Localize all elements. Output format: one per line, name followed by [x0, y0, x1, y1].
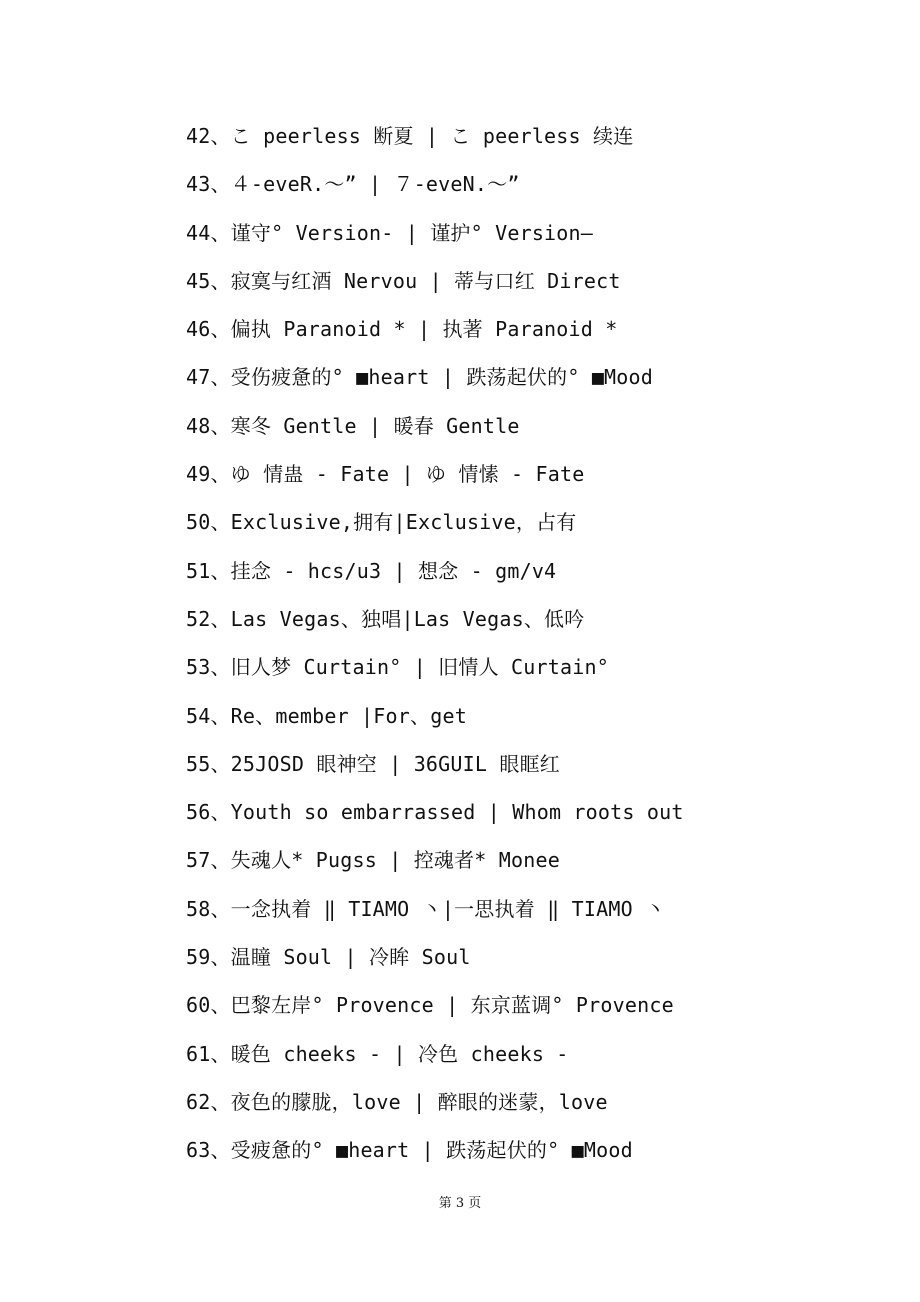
- list-item: 58、一念执着 ‖ TIAMO 丶|一思执着 ‖ TIAMO 丶: [186, 896, 666, 921]
- list-item: 57、失魂人* Pugss | 控魂者* Monee: [186, 848, 560, 873]
- list-item: 43、４-eveR.～” | ７-eveN.～”: [186, 172, 520, 197]
- nickname-list: [186, 120, 866, 1183]
- list-item: 48、寒冬 Gentle | 暖春 Gentle: [186, 413, 520, 438]
- list-item: 55、25JOSD 眼神空 | 36GUIL 眼眶红: [186, 751, 560, 776]
- list-item: 60、巴黎左岸° Provence | 东京蓝调° Provence: [186, 993, 674, 1018]
- list-item: 51、挂念 - hcs/u3 | 想念 - gm/v4: [186, 558, 557, 583]
- list-item: 61、暖色 cheeks - | 冷色 cheeks -: [186, 1041, 569, 1066]
- list-item: 62、夜色的朦胧，love | 醉眼的迷蒙，love: [186, 1089, 608, 1114]
- list-item: 46、偏执 Paranoid * | 执著 Paranoid *: [186, 317, 618, 342]
- list-item: 63、受疲惫的° ■heart | 跌荡起伏的° ■Mood: [186, 1138, 633, 1163]
- list-item: 45、寂寞与红酒 Nervou | 蒂与口红 Direct: [186, 268, 621, 293]
- list-item: 56、Youth so embarrassed | Whom roots out: [186, 800, 684, 825]
- list-item: 44、谨守° Version- | 谨护° Version—: [186, 220, 594, 245]
- list-item: 47、受伤疲惫的° ■heart | 跌荡起伏的° ■Mood: [186, 365, 654, 390]
- list-item: 59、温瞳 Soul | 冷眸 Soul: [186, 945, 471, 970]
- list-item: 54、Re、member |For、get: [186, 703, 467, 728]
- page-number: 第 3 页: [438, 1196, 482, 1211]
- list-item: 53、旧人梦 Curtain° | 旧情人 Curtain°: [186, 655, 609, 680]
- list-item: 42、こ peerless 断夏 | こ peerless 续连: [186, 124, 634, 148]
- list-item: 52、Las Vegas、独唱|Las Vegas、低吟: [186, 606, 585, 631]
- list-item: 49、ゆ 情蛊 - Fate | ゆ 情愫 - Fate: [186, 462, 585, 487]
- list-item: 50、Exclusive,拥有|Exclusive，占有: [186, 510, 577, 535]
